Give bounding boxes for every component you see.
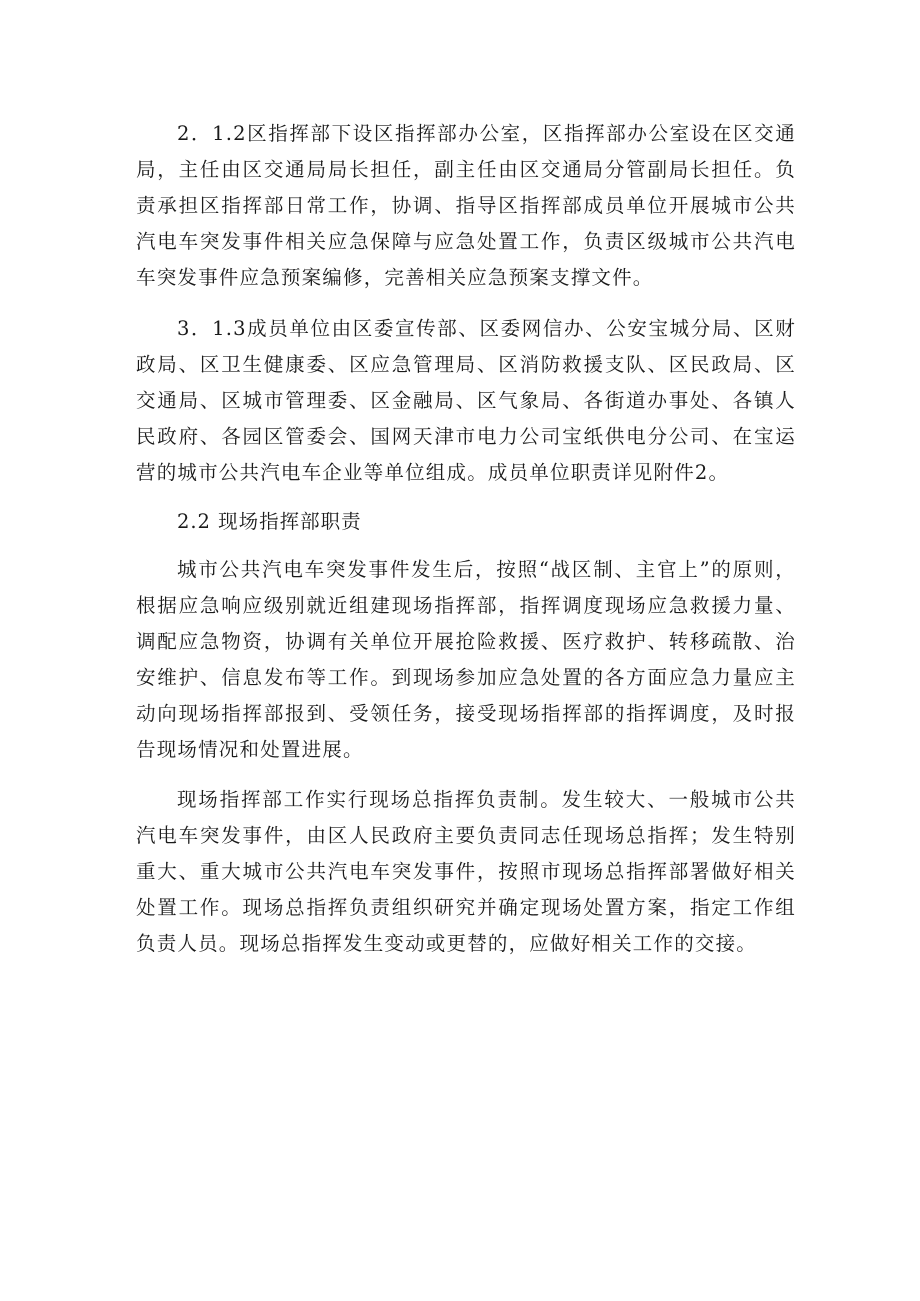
section-heading-2-2: 2.2 现场指挥部职责 [176,510,362,533]
paragraph-field-commander-system: 现场指挥部工作实行现场总指挥负责制。发生较大、一般城市公共汽电车突发事件，由区人民政府主要负责同志任现场总指挥；发生特别重大、重大城市公共汽电车突发事件，按照市现场总指挥部署做好相关处置工作。现场总指挥负责组织研究并确定现场处置方案，指定工作组负责人员。现场总指挥发生变动或更替的，应做好相关工作的交接。 [136,788,796,955]
paragraph-field-command-duties: 城市公共汽电车突发事件发生后，按照“战区制、主官上”的原则，根据应急响应级别就近组建现场指挥部，指挥调度现场应急救援力量、调配应急物资，协调有关单位开展抢险救援、医疗救护、转移疏散、治安维护、信息发布等工作。到现场参加应急处置的各方面应急力量应主动向现场指挥部报到、受领任务，接受现场指挥部的指挥调度，及时报告现场情况和处置进展。 [136,558,796,761]
document-page [136,116,796,962]
paragraph-3-1-3: 3．1.3成员单位由区委宣传部、区委网信办、公安宝城分局、区财政局、区卫生健康委、区应急管理局、区消防救援支队、区民政局、区交通局、区城市管理委、区金融局、区气象局、各街道办事处、各镇人民政府、各园区管委会、国网天津市电力公司宝纸供电分公司、在宝运营的城市公共汽电车企业等单位组成。成员单位职责详见附件2。 [136,317,796,484]
paragraph-2-1-2: 2．1.2区指挥部下设区指挥部办公室，区指挥部办公室设在区交通局，主任由区交通局局长担任，副主任由区交通局分管副局长担任。负责承担区指挥部日常工作，协调、指导区指挥部成员单位开展城市公共汽电车突发事件相关应急保障与应急处置工作，负责区级城市公共汽电车突发事件应急预案编修，完善相关应急预案支撑文件。 [136,122,796,289]
